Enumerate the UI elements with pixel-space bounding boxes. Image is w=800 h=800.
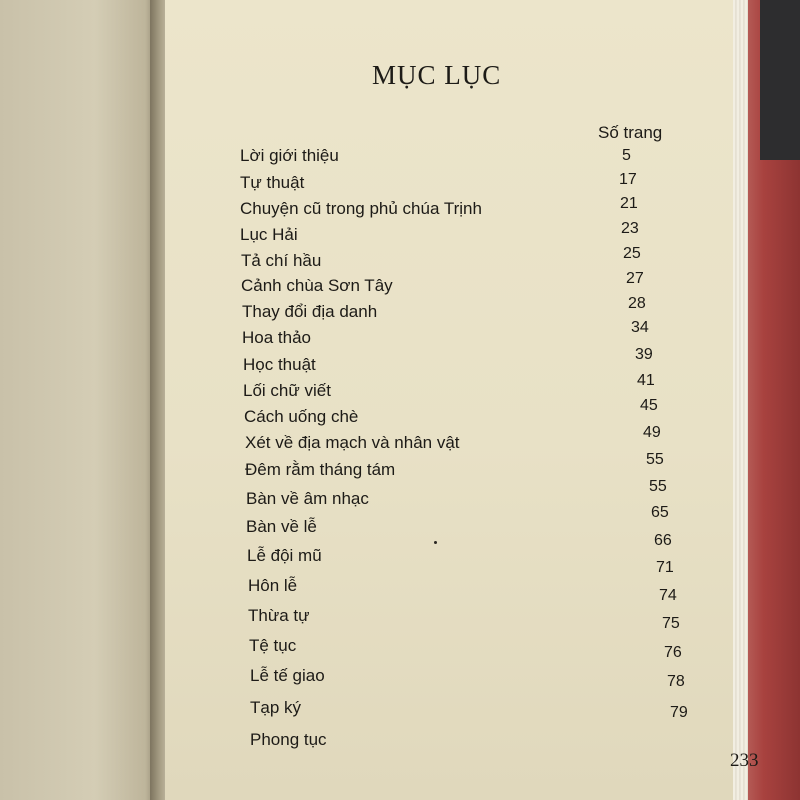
toc-entry-title: Lục Hải — [240, 225, 298, 244]
toc-entry-title: Cách uống chè — [244, 407, 359, 426]
toc-entry-title: Lễ đội mũ — [247, 546, 322, 565]
toc-entry-title: Bàn về lễ — [246, 517, 317, 536]
toc-entry-page: 45 — [640, 397, 658, 414]
toc-entry-page: 75 — [662, 615, 680, 632]
toc-entry-page: 76 — [664, 644, 682, 661]
toc-entry-page: 34 — [631, 319, 649, 336]
toc-entry-title: Phong tục — [250, 730, 327, 749]
toc-entry-page: 66 — [654, 532, 672, 549]
toc-entry-title: Hôn lễ — [248, 576, 298, 595]
toc-entry-title: Thay đổi địa danh — [242, 302, 378, 321]
toc-title: MỤC LỤC — [372, 60, 502, 90]
toc-entry-page: 78 — [667, 673, 685, 690]
page-number: 233 — [730, 750, 759, 771]
toc-entry-title: Tả chí hầu — [241, 251, 322, 270]
toc-entry-title: Lời giới thiệu — [240, 146, 339, 165]
toc-entry-page: 74 — [659, 587, 677, 604]
toc-entry-title: Tạp ký — [250, 698, 302, 717]
toc-entry-page: 25 — [623, 245, 641, 262]
toc-entry-page: 5 — [622, 147, 631, 164]
toc-entry-title: Lối chữ viết — [243, 381, 331, 400]
toc-entry-page: 79 — [670, 704, 688, 721]
toc-entry-title: Lễ tế giao — [250, 666, 325, 685]
toc-entry-title: Tệ tục — [249, 636, 297, 655]
toc-entry-page: 55 — [649, 478, 667, 495]
toc-entry-title: Đêm rằm tháng tám — [245, 460, 396, 479]
toc-entry-title: Cảnh chùa Sơn Tây — [241, 276, 393, 295]
toc-entry-page: 55 — [646, 451, 664, 468]
toc-entry-title: Chuyện cũ trong phủ chúa Trịnh — [240, 199, 482, 218]
toc-entry-page: 17 — [619, 171, 637, 188]
toc-entry-title: Tự thuật — [240, 173, 305, 192]
toc-entry-title: Hoa thảo — [242, 328, 311, 347]
toc-entry-page: 49 — [643, 424, 661, 441]
toc-entry-page: 65 — [651, 504, 669, 521]
ink-speck — [434, 541, 437, 544]
toc-entry-title: Bàn về âm nhạc — [246, 489, 369, 508]
toc-entry-page: 23 — [621, 220, 639, 237]
toc-entry-title: Xét về địa mạch và nhân vật — [245, 433, 460, 452]
toc-entry-page: 41 — [637, 372, 655, 389]
page-column-header: Số trang — [598, 123, 663, 142]
toc-entry-title: Thừa tự — [248, 606, 310, 625]
toc-entry-page: 27 — [626, 270, 644, 287]
toc-entry-page: 71 — [656, 559, 674, 576]
toc-entry-page: 21 — [620, 195, 638, 212]
toc-entry-page: 28 — [628, 295, 646, 312]
toc-entry-title: Học thuật — [243, 355, 316, 374]
toc-entry-page: 39 — [635, 346, 653, 363]
